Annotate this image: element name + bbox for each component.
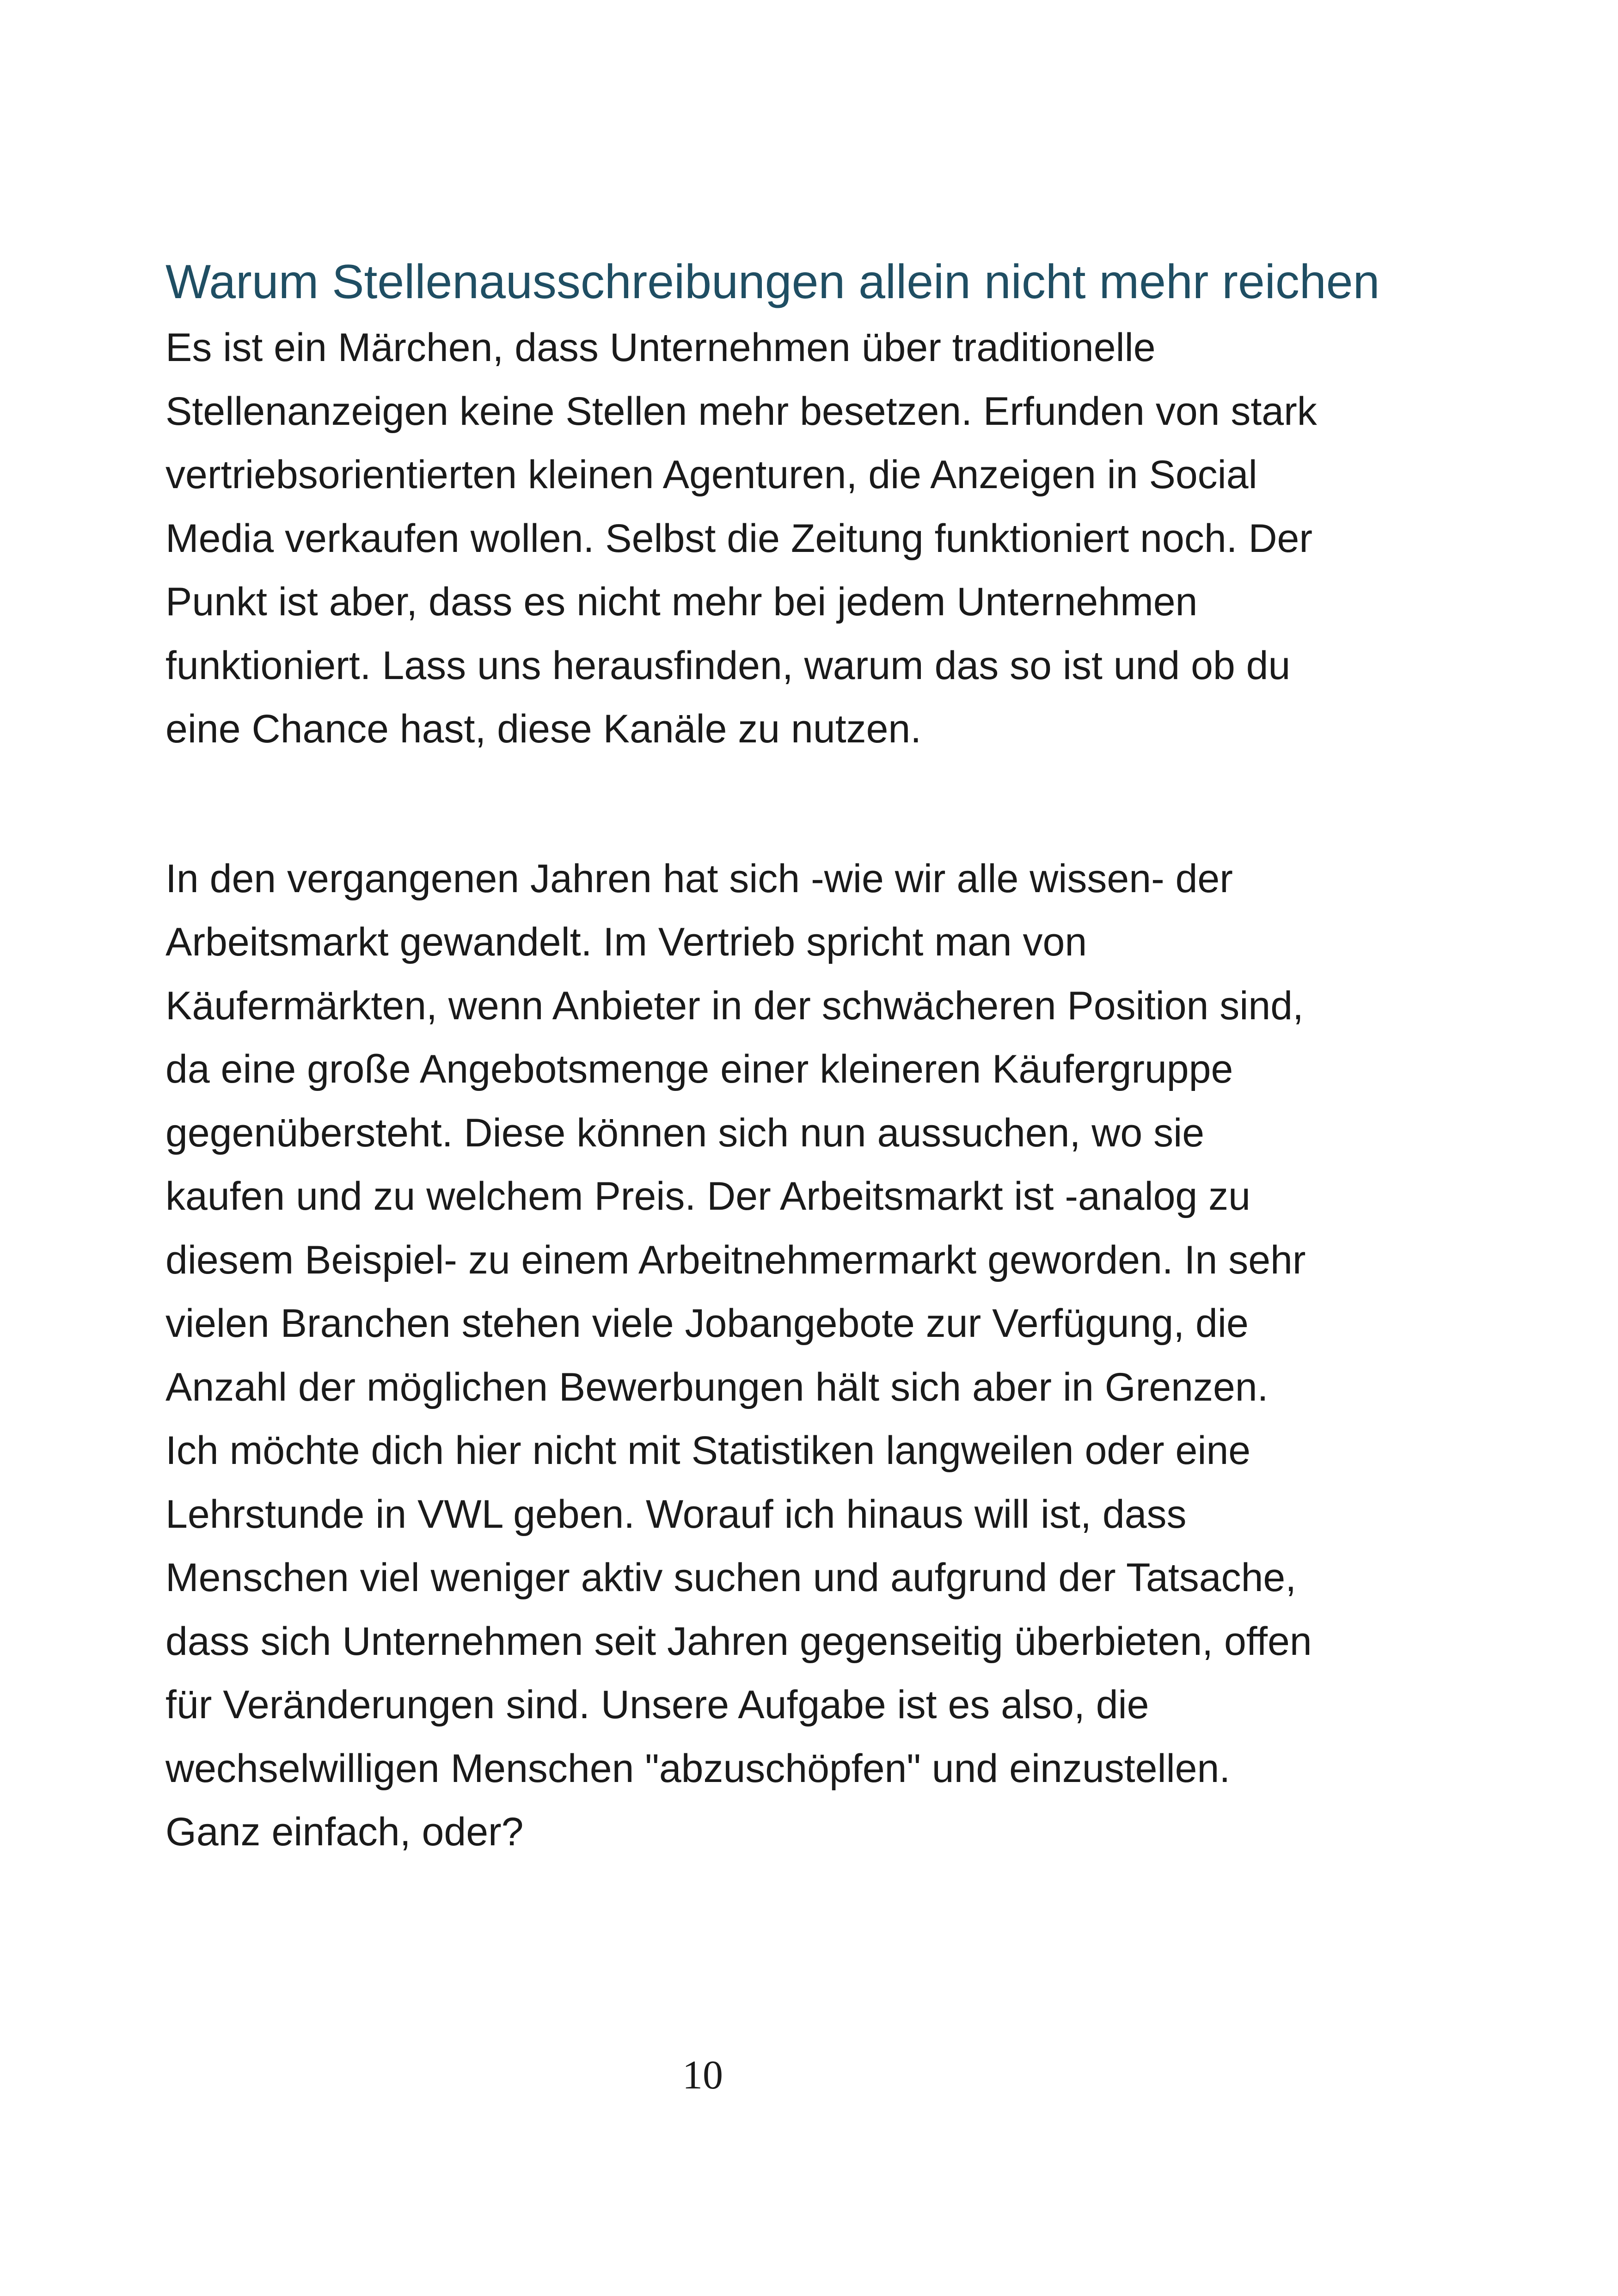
text-line: Menschen viel weniger aktiv suchen und aufgrund der Tatsache, (165, 1555, 1297, 1600)
text-line: Ganz einfach, oder? (165, 1810, 524, 1854)
paragraph-intro (165, 316, 1423, 761)
text-line: Media verkaufen wollen. Selbst die Zeitung funktioniert noch. Der (165, 516, 1313, 561)
text-line: wechselwilligen Menschen "abzuschöpfen" und einzustellen. (165, 1746, 1231, 1791)
text-line: dass sich Unternehmen seit Jahren gegenseitig überbieten, offen (165, 1619, 1312, 1664)
text-line: für Veränderungen sind. Unsere Aufgabe ist es also, die (165, 1683, 1149, 1727)
text-line: eine Chance hast, diese Kanäle zu nutzen. (165, 707, 922, 751)
text-line: kaufen und zu welchem Preis. Der Arbeitsmarkt ist -analog zu (165, 1174, 1250, 1218)
page-content (165, 250, 1423, 1864)
paragraph-labor-market (165, 847, 1423, 1864)
text-line: funktioniert. Lass uns herausfinden, warum das so ist und ob du (165, 643, 1291, 688)
page-number: 10 (682, 2053, 723, 2098)
text-line: Anzahl der möglichen Bewerbungen hält sich aber in Grenzen. (165, 1365, 1269, 1409)
text-line: diesem Beispiel- zu einem Arbeitnehmermarkt geworden. In sehr (165, 1237, 1306, 1282)
text-line: Ich möchte dich hier nicht mit Statistiken langweilen oder eine (165, 1428, 1251, 1473)
text-line: Käufermärkten, wenn Anbieter in der schwächeren Position sind, (165, 983, 1304, 1028)
section-heading: Warum Stellenausschreibungen allein nicht mehr reichen (165, 255, 1380, 309)
text-line: Es ist ein Märchen, dass Unternehmen über traditionelle (165, 325, 1156, 370)
text-line: Arbeitsmarkt gewandelt. Im Vertrieb spricht man von (165, 920, 1087, 964)
text-line: da eine große Angebotsmenge einer kleineren Käufergruppe (165, 1047, 1233, 1091)
text-line: gegenübersteht. Diese können sich nun aussuchen, wo sie (165, 1110, 1205, 1155)
text-line: Punkt ist aber, dass es nicht mehr bei jedem Unternehmen (165, 580, 1198, 624)
text-line: vielen Branchen stehen viele Jobangebote zur Verfügung, die (165, 1301, 1249, 1346)
text-line: vertriebsorientierten kleinen Agenturen, die Anzeigen in Social (165, 453, 1257, 497)
text-line: In den vergangenen Jahren hat sich -wie wir alle wissen- der (165, 856, 1233, 901)
text-line: Lehrstunde in VWL geben. Worauf ich hinaus will ist, dass (165, 1492, 1187, 1537)
text-line: Stellenanzeigen keine Stellen mehr besetzen. Erfunden von stark (165, 389, 1317, 434)
